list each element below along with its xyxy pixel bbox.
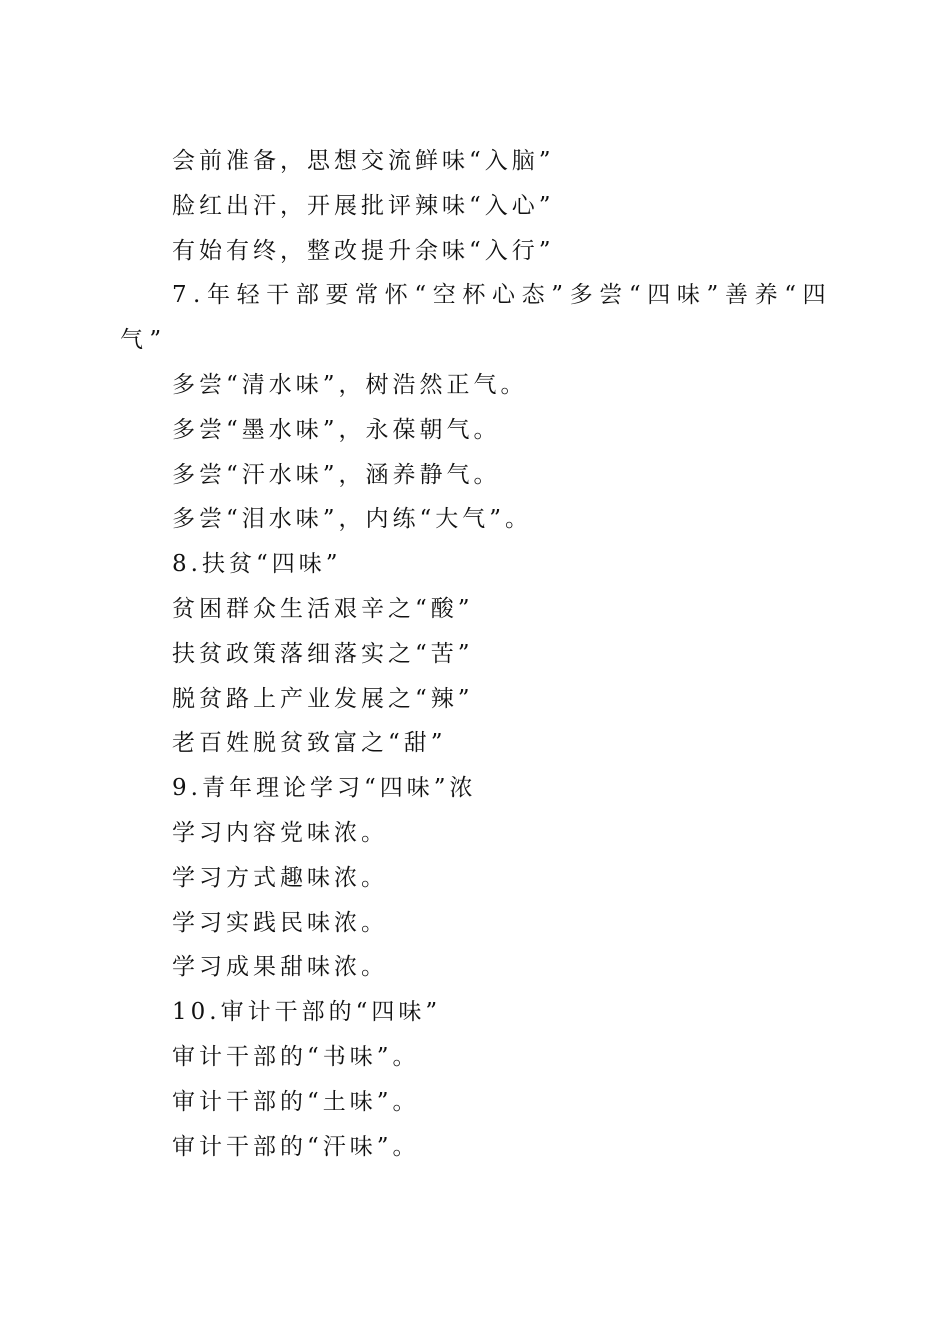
text-line: 学习实践民味浓。 xyxy=(172,909,388,936)
text-line: 审计干部的“书味”。 xyxy=(172,1043,420,1070)
text-line: 多尝“清水味”，树浩然正气。 xyxy=(172,371,528,398)
text-line: 脱贫路上产业发展之“辣” xyxy=(172,685,474,712)
text-line: 有始有终，整改提升余味“入行” xyxy=(172,237,555,264)
text-line: 贫困群众生活艰辛之“酸” xyxy=(172,595,474,622)
text-line: 多尝“墨水味”，永葆朝气。 xyxy=(172,416,501,443)
text-line: 老百姓脱贫致富之“甜” xyxy=(172,730,447,757)
document-body xyxy=(120,139,832,1169)
section-heading-8: 8.扶贫“四味” xyxy=(172,551,342,578)
text-line: 扶贫政策落细落实之“苦” xyxy=(172,640,474,667)
text-line: 审计干部的“土味”。 xyxy=(172,1088,420,1115)
section-heading-7: 7.年轻干部要常怀“空杯心态”多尝“四味”善养“四气” xyxy=(120,282,832,354)
text-line: 脸红出汗，开展批评辣味“入心” xyxy=(172,192,555,219)
text-line: 学习内容党味浓。 xyxy=(172,819,388,846)
text-line: 学习方式趣味浓。 xyxy=(172,864,388,891)
text-line: 多尝“汗水味”，涵养静气。 xyxy=(172,461,501,488)
section-heading-10: 10.审计干部的“四味” xyxy=(172,999,442,1026)
text-line: 审计干部的“汗味”。 xyxy=(172,1133,420,1160)
text-line: 多尝“泪水味”，内练“大气”。 xyxy=(172,506,533,533)
section-heading-9: 9.青年理论学习“四味”浓 xyxy=(172,775,477,802)
text-line: 学习成果甜味浓。 xyxy=(172,954,388,981)
text-line: 会前准备，思想交流鲜味“入脑” xyxy=(172,148,555,174)
